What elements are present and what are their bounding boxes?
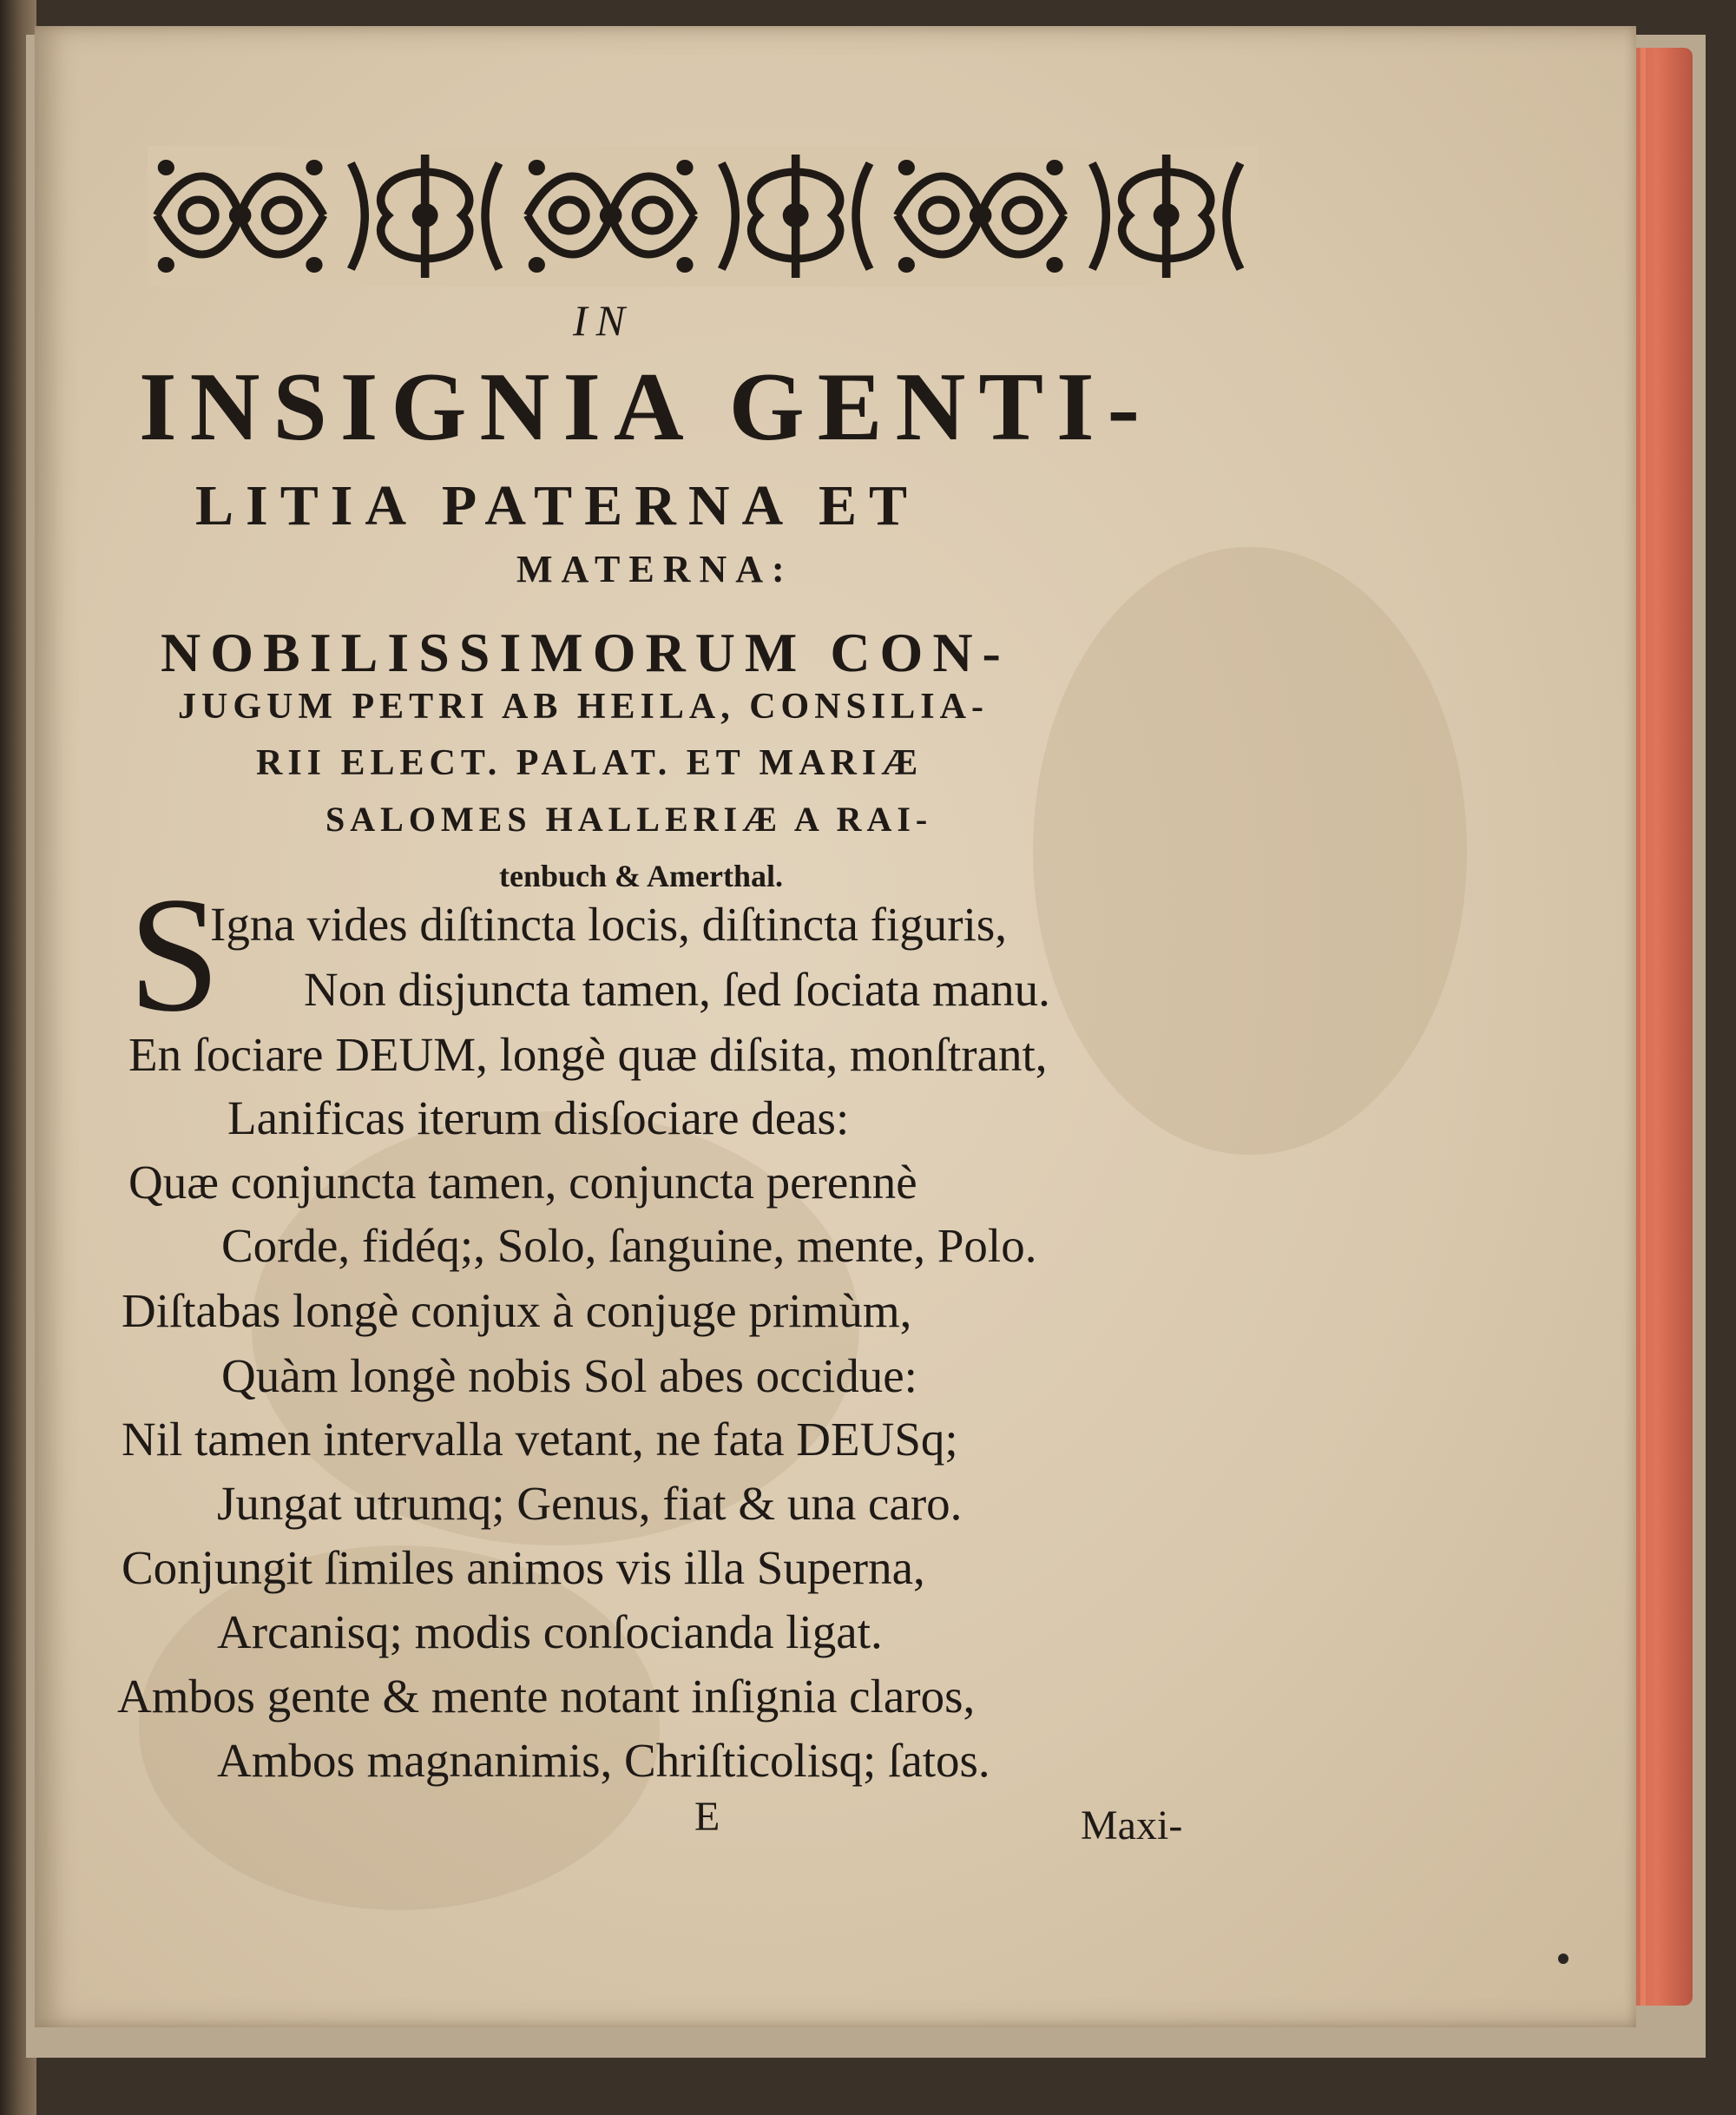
ornament-cell	[703, 146, 888, 287]
title-line-1: INSIGNIA GENTI-	[139, 353, 1153, 461]
drop-cap: S	[128, 864, 220, 1046]
verse-line: Ambos gente & mente notant inſignia claros,	[117, 1670, 976, 1723]
verse-line: Diſtabas longè conjux à conjuge primùm,	[122, 1284, 912, 1337]
ink-spot	[1558, 1954, 1568, 1964]
paper-stain	[1033, 547, 1467, 1155]
verse-line: Nil tamen intervalla vetant, ne fata DEUSq;	[122, 1413, 958, 1466]
ornament-cell	[1074, 146, 1259, 287]
ornament-cell	[888, 146, 1073, 287]
verse-line: Conjungit ſimiles animos vis illa Superna,	[122, 1541, 925, 1594]
verse-line: Jungat utrumq; Genus, fiat & una caro.	[217, 1477, 963, 1530]
red-page-edge	[1632, 48, 1693, 2006]
ornament-cell	[332, 146, 517, 287]
signature-mark: E	[694, 1794, 720, 1840]
subtitle-line-3: RII ELECT. PALAT. ET MARIÆ	[256, 743, 924, 783]
ornamental-headpiece	[148, 146, 1259, 287]
verse-line: Corde, fidéq;, Solo, ſanguine, mente, Polo.	[221, 1219, 1037, 1272]
book-page	[35, 26, 1636, 2027]
verse-line: Quæ conjuncta tamen, conjuncta perennè	[128, 1156, 917, 1209]
catchword: Maxi-	[1081, 1802, 1183, 1848]
verse-line: En ſociare DEUM, longè quæ diſsita, monſtrant,	[128, 1028, 1048, 1081]
subtitle-line-1: NOBILISSIMORUM CON-	[161, 622, 1010, 683]
verse-line: Arcanisq; modis conſocianda ligat.	[217, 1605, 883, 1658]
ornament-cell	[518, 146, 703, 287]
title-line-2: LITIA PATERNA ET	[195, 474, 920, 537]
verse-line: Igna vides diſtincta locis, diſtincta figuris,	[210, 898, 1008, 951]
ornament-cell	[148, 146, 332, 287]
subtitle-line-5: tenbuch & Amerthal.	[499, 859, 783, 893]
subtitle-line-2: JUGUM PETRI AB HEILA, CONSILIA-	[178, 687, 989, 727]
subtitle-line-4: SALOMES HALLERIÆ A RAI-	[326, 800, 933, 839]
heading-in: IN	[573, 296, 634, 345]
verse-line: Ambos magnanimis, Chriſticolisq; ſatos.	[217, 1734, 990, 1787]
title-line-3: MATERNA:	[516, 548, 793, 590]
paper-stain	[139, 1545, 660, 1910]
verse-line: Quàm longè nobis Sol abes occidue:	[221, 1349, 917, 1402]
verse-line: Non disjuncta tamen, ſed ſociata manu.	[304, 963, 1050, 1016]
verse-line: Lanificas iterum disſociare deas:	[227, 1091, 850, 1144]
